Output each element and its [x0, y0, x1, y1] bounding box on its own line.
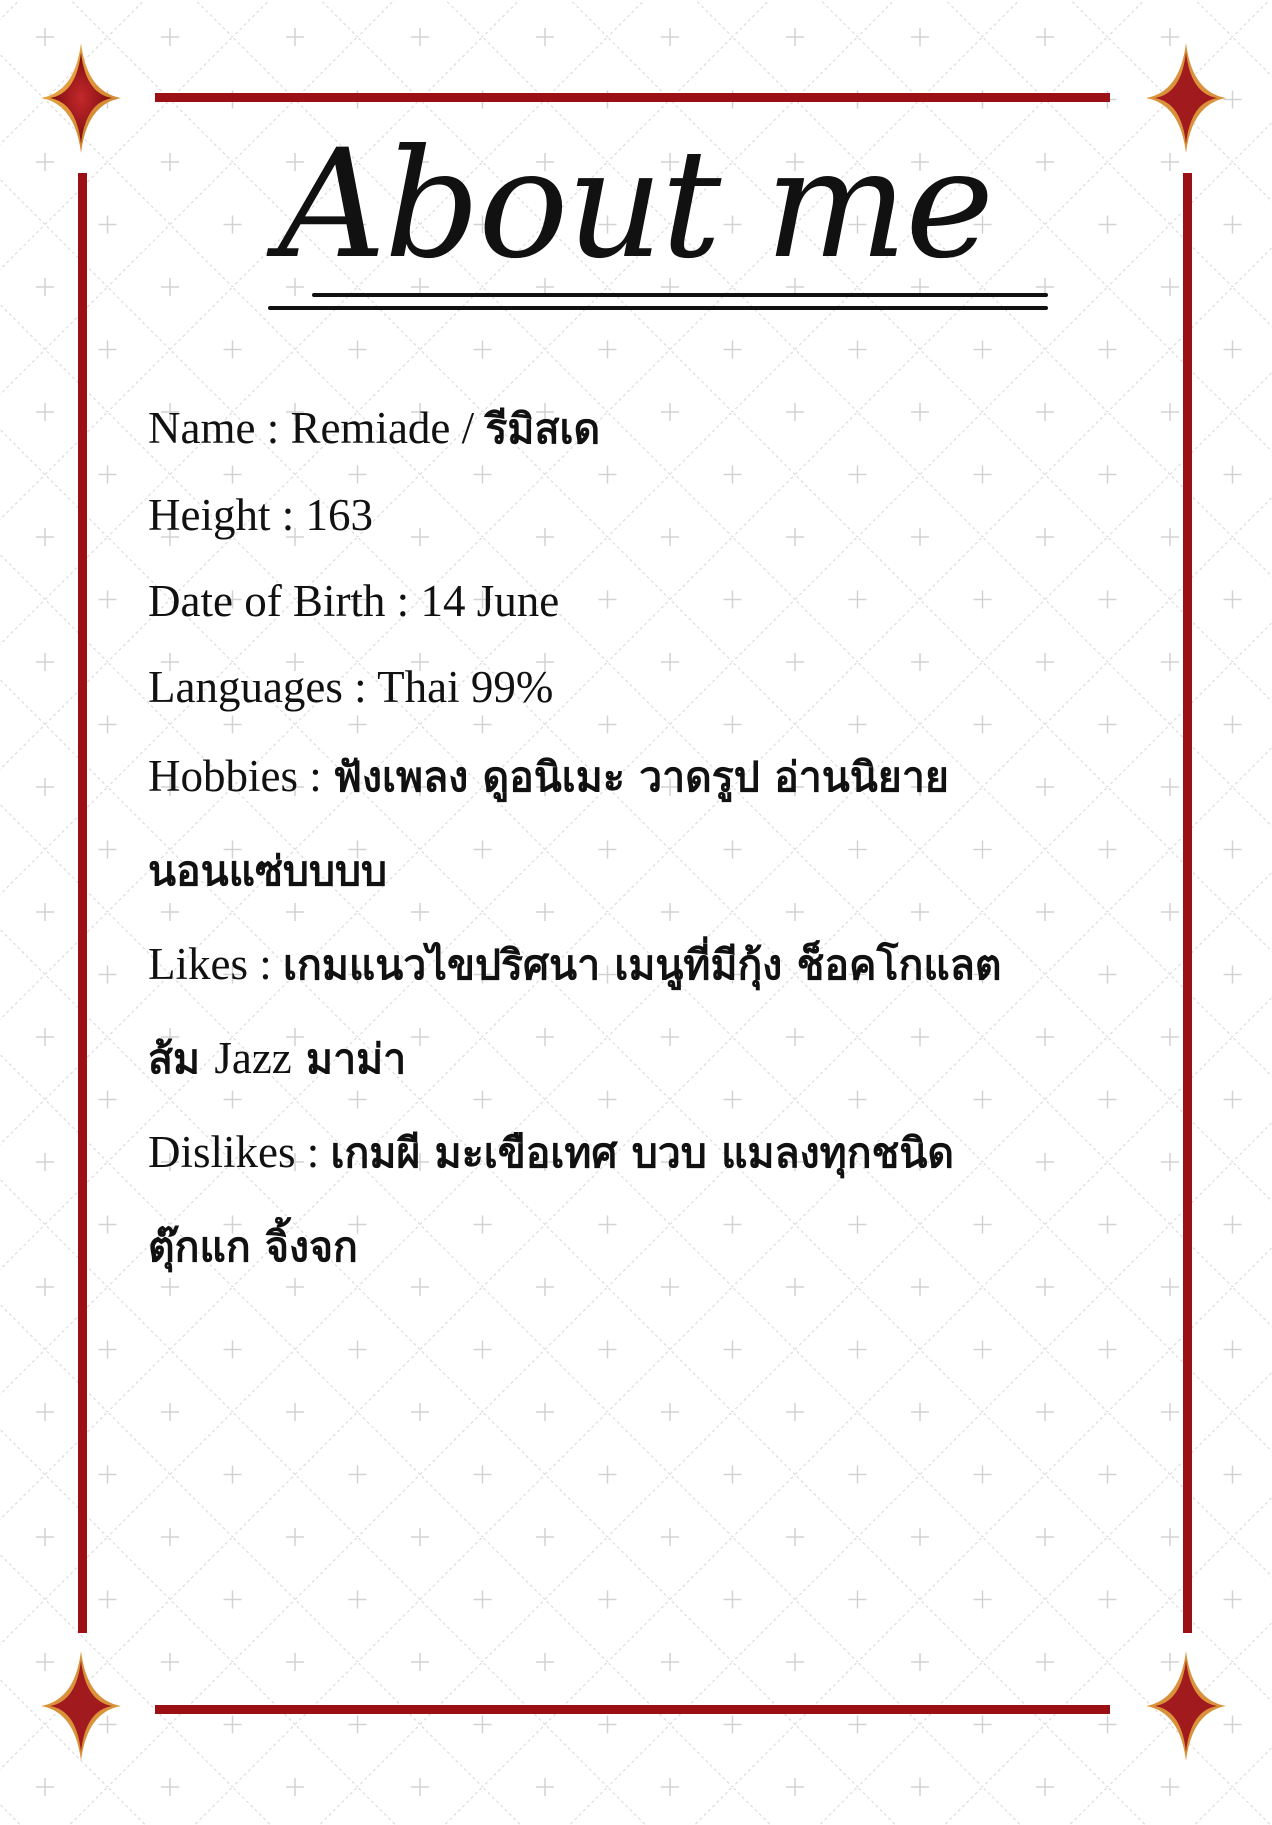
- name-row: [148, 385, 1108, 472]
- dislikes-value-cont: ตุ๊กแก จิ้งจก: [148, 1223, 358, 1271]
- four-point-star-icon: [1146, 43, 1226, 153]
- languages-row: [148, 644, 1108, 730]
- title-underline: [312, 293, 1048, 297]
- name-label: Name : Remiade /: [148, 403, 486, 453]
- frame-top-bar: [155, 93, 1110, 102]
- frame-right-bar: [1183, 173, 1192, 1633]
- likes-row: [148, 918, 1108, 1012]
- dislikes-row: [148, 1106, 1108, 1200]
- hobbies-value: ฟังเพลง ดูอนิเมะ วาดรูป อ่านนิยาย: [333, 753, 949, 801]
- dislikes-label: Dislikes :: [148, 1127, 331, 1177]
- name-thai: รีมิสเด: [485, 405, 601, 453]
- likes-continuation: [148, 1012, 1108, 1106]
- dob-text: Date of Birth : 14 June: [148, 576, 560, 626]
- likes-label: Likes :: [148, 939, 283, 989]
- height-text: Height : 163: [148, 490, 373, 540]
- dislikes-value: เกมผี มะเขือเทศ บวบ แมลงทุกชนิด: [330, 1129, 955, 1177]
- hobbies-continuation: [148, 824, 1108, 918]
- frame-bottom-bar: [155, 1705, 1110, 1714]
- languages-text: Languages : Thai 99%: [148, 662, 554, 712]
- page-title: About me: [277, 118, 993, 292]
- hobbies-label: Hobbies :: [148, 751, 333, 801]
- title-underline: [268, 306, 1048, 310]
- likes-value-cont-3: มาม่า: [291, 1035, 407, 1083]
- dob-row: [148, 558, 1108, 644]
- likes-value-cont-1: ส้ม: [148, 1035, 215, 1083]
- hobbies-row: [148, 730, 1108, 824]
- four-point-star-icon: [41, 1651, 121, 1761]
- likes-value-cont-2: Jazz: [214, 1033, 292, 1083]
- profile-info: [148, 385, 1108, 1294]
- four-point-star-icon: [1146, 1651, 1226, 1761]
- frame-left-bar: [78, 173, 87, 1633]
- four-point-star-icon: [41, 43, 121, 153]
- likes-value: เกมแนวไขปริศนา เมนูที่มีกุ้ง ช็อคโกแลต: [282, 941, 1002, 989]
- dislikes-continuation: [148, 1200, 1108, 1294]
- hobbies-value-cont: นอนแซ่บบบบ: [148, 847, 388, 895]
- height-row: [148, 472, 1108, 558]
